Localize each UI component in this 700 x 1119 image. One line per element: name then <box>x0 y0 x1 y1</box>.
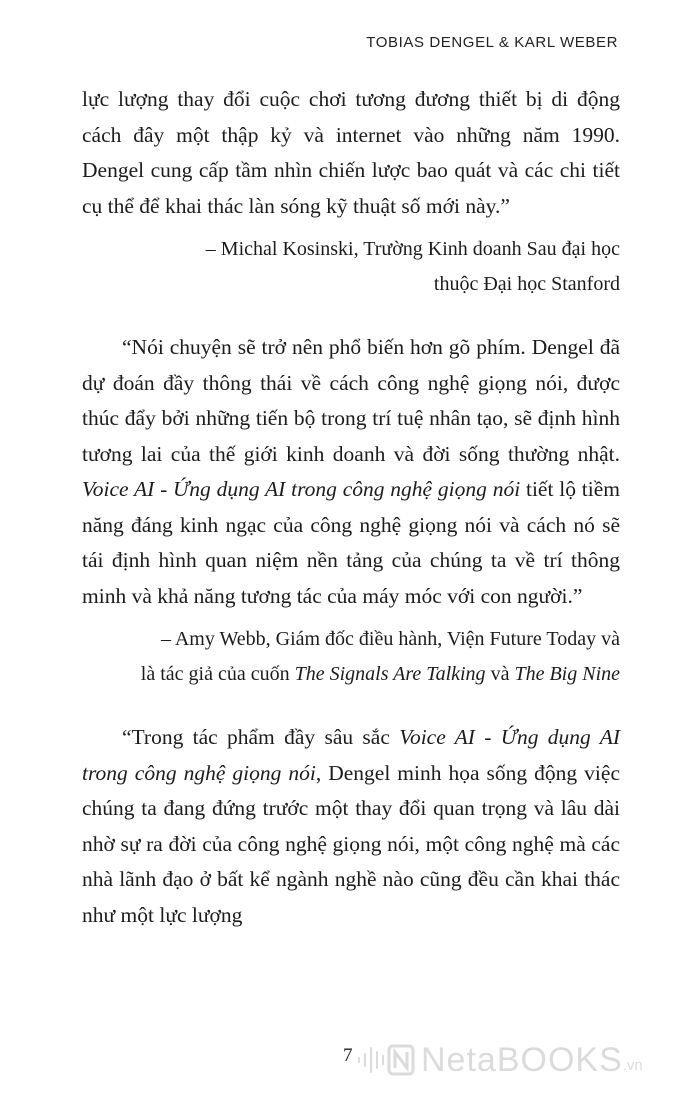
quote-2-attribution-book-2: The Big Nine <box>514 663 620 685</box>
running-header: TOBIAS DENGEL & KARL WEBER <box>366 34 618 51</box>
quote-3-text <box>82 720 620 933</box>
watermark-tld: .vn <box>622 1057 643 1074</box>
quote-1-attribution <box>82 232 620 302</box>
watermark-text: NetaBOOKS <box>421 1040 623 1079</box>
quote-2-text-after: tiết lộ tiềm năng đáng kinh ngạc của công nghệ giọng nói và cách nó sẽ tái định hình quan niệm nền tảng của chúng ta về trí thông minh và khả năng tương tác của máy móc với con người.” <box>82 477 621 608</box>
quote-1-attribution-line-2: thuộc Đại học Stanford <box>433 273 620 295</box>
quote-2-attribution-prefix: là tác giả của cuốn <box>140 663 295 685</box>
quote-2-book-title: Voice AI - Ứng dụng AI trong công nghệ giọng nói <box>82 477 521 501</box>
watermark <box>355 1040 643 1080</box>
quote-1-text: lực lượng thay đổi cuộc chơi tương đương thiết bị di động cách đây một thập kỷ và internet vào những năm 1990. Dengel cung cấp tầm nhìn chiến lược bao quát và các chi tiết cụ thể để khai thác làn sóng kỹ thuật số mới này.” <box>82 87 620 218</box>
quote-3-text-before: “Trong tác phẩm đầy sâu sắc <box>122 725 400 749</box>
quote-2-attribution-line-2 <box>82 657 620 692</box>
quote-2-attribution-line-1: – Amy Webb, Giám đốc điều hành, Viện Future Today và <box>160 628 620 650</box>
page-body <box>82 82 620 933</box>
quote-3-text-after: , Dengel minh họa sống động việc chúng ta đang đứng trước một thay đổi quan trọng và lâu dài nhờ sự ra đời của công nghệ giọng nói, một công nghệ mà các nhà lãnh đạo ở bất kể ngành nghề nào cũng đều cần khai thác như một lực lượng <box>82 760 620 927</box>
quote-2-text <box>82 330 620 614</box>
page-number: 7 <box>343 1045 353 1066</box>
quote-2-attribution-and: và <box>485 663 515 685</box>
waveform-icon <box>355 1040 415 1080</box>
quote-2-attribution-book-1: The Signals Are Talking <box>294 663 486 685</box>
quote-2-attribution <box>82 622 620 692</box>
quote-1-attribution-line-1: – Michal Kosinski, Trường Kinh doanh Sau đại học <box>205 238 620 260</box>
quote-3-book-title: Voice AI - Ứng dụng AI trong công nghệ giọng nói <box>82 725 620 785</box>
quote-2-text-before: “Nói chuyện sẽ trở nên phổ biến hơn gõ phím. Dengel đã dự đoán đầy thông thái về cách công nghệ giọng nói, được thúc đẩy bởi những tiến bộ trong trí tuệ nhân tạo, sẽ định hình tương lai của thế giới kinh doanh và đời sống thường nhật. <box>82 335 620 466</box>
